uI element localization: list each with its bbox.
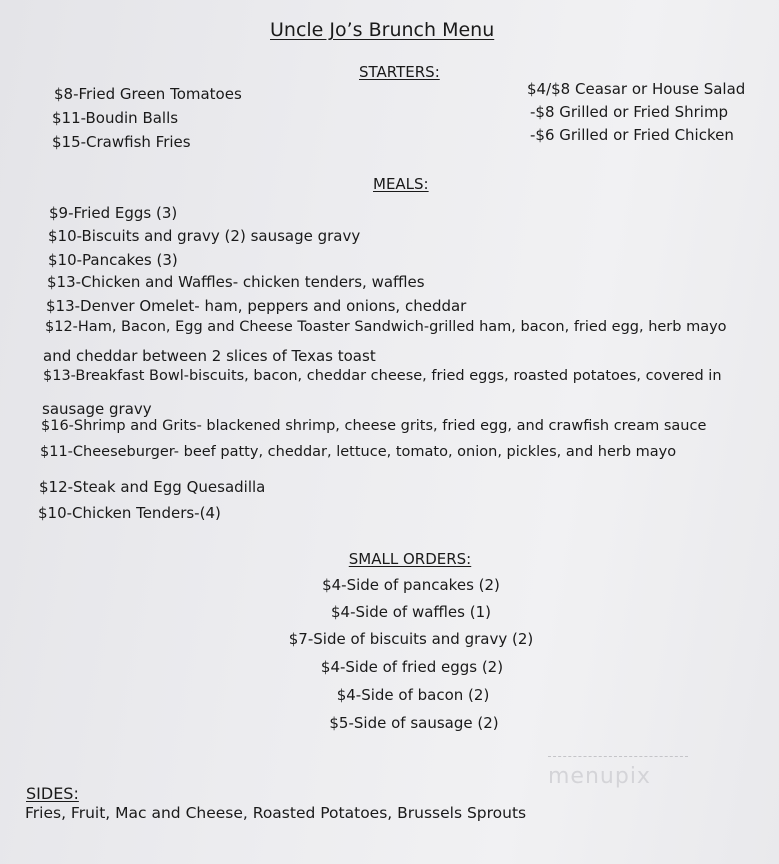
meal-line: $9-Fried Eggs (3) [49,204,178,222]
starter-item: $11-Boudin Balls [52,109,179,127]
small-order-line: $7-Side of biscuits and gravy (2) [288,630,534,648]
watermark-dashed-line [548,756,688,757]
meal-line: $12-Ham, Bacon, Egg and Cheese Toaster Sandwich-grilled ham, bacon, fried egg, herb mayo [45,319,727,335]
meal-line: and cheddar between 2 slices of Texas toast [43,347,376,365]
meals-heading: MEALS: [373,175,429,193]
small-order-line: $4-Side of bacon (2) [336,686,490,704]
menu-title: Uncle Jo’s Brunch Menu [270,19,495,41]
starter-addon-item: -$6 Grilled or Fried Chicken [530,126,734,144]
small-orders-heading: SMALL ORDERS: [348,550,472,568]
meal-line: $11-Cheeseburger- beef patty, cheddar, lettuce, tomato, onion, pickles, and herb mayo [40,444,677,460]
small-order-line: $4-Side of pancakes (2) [322,576,500,594]
meal-line: $13-Denver Omelet- ham, peppers and onions, cheddar [46,297,467,315]
small-order-line: $4-Side of fried eggs (2) [320,658,504,676]
sides-list: Fries, Fruit, Mac and Cheese, Roasted Potatoes, Brussels Sprouts [25,804,527,822]
small-order-line: $5-Side of sausage (2) [329,714,499,732]
starter-addon-item: -$8 Grilled or Fried Shrimp [530,103,729,121]
menupix-watermark [548,752,688,792]
meal-line: $13-Chicken and Waffles- chicken tenders, waffles [47,273,425,291]
meal-line: $10-Pancakes (3) [48,251,178,269]
starters-heading: STARTERS: [359,63,440,81]
starter-salad-item: $4/$8 Ceasar or House Salad [527,80,746,98]
starter-item: $8-Fried Green Tomatoes [54,85,242,103]
small-order-line: $4-Side of waffles (1) [331,603,491,621]
sides-heading: SIDES: [26,784,79,803]
meal-line: $12-Steak and Egg Quesadilla [39,478,266,496]
watermark-text: menupix [548,764,651,789]
starter-item: $15-Crawfish Fries [52,133,191,151]
meal-line: $13-Breakfast Bowl-biscuits, bacon, cheddar cheese, fried eggs, roasted potatoes, covered in [43,368,722,384]
meal-line: $16-Shrimp and Grits- blackened shrimp, cheese grits, fried egg, and crawfish cream sauce [41,418,707,434]
meal-line: $10-Chicken Tenders-(4) [38,504,221,522]
meal-line: sausage gravy [42,400,152,418]
meal-line: $10-Biscuits and gravy (2) sausage gravy [48,227,361,245]
